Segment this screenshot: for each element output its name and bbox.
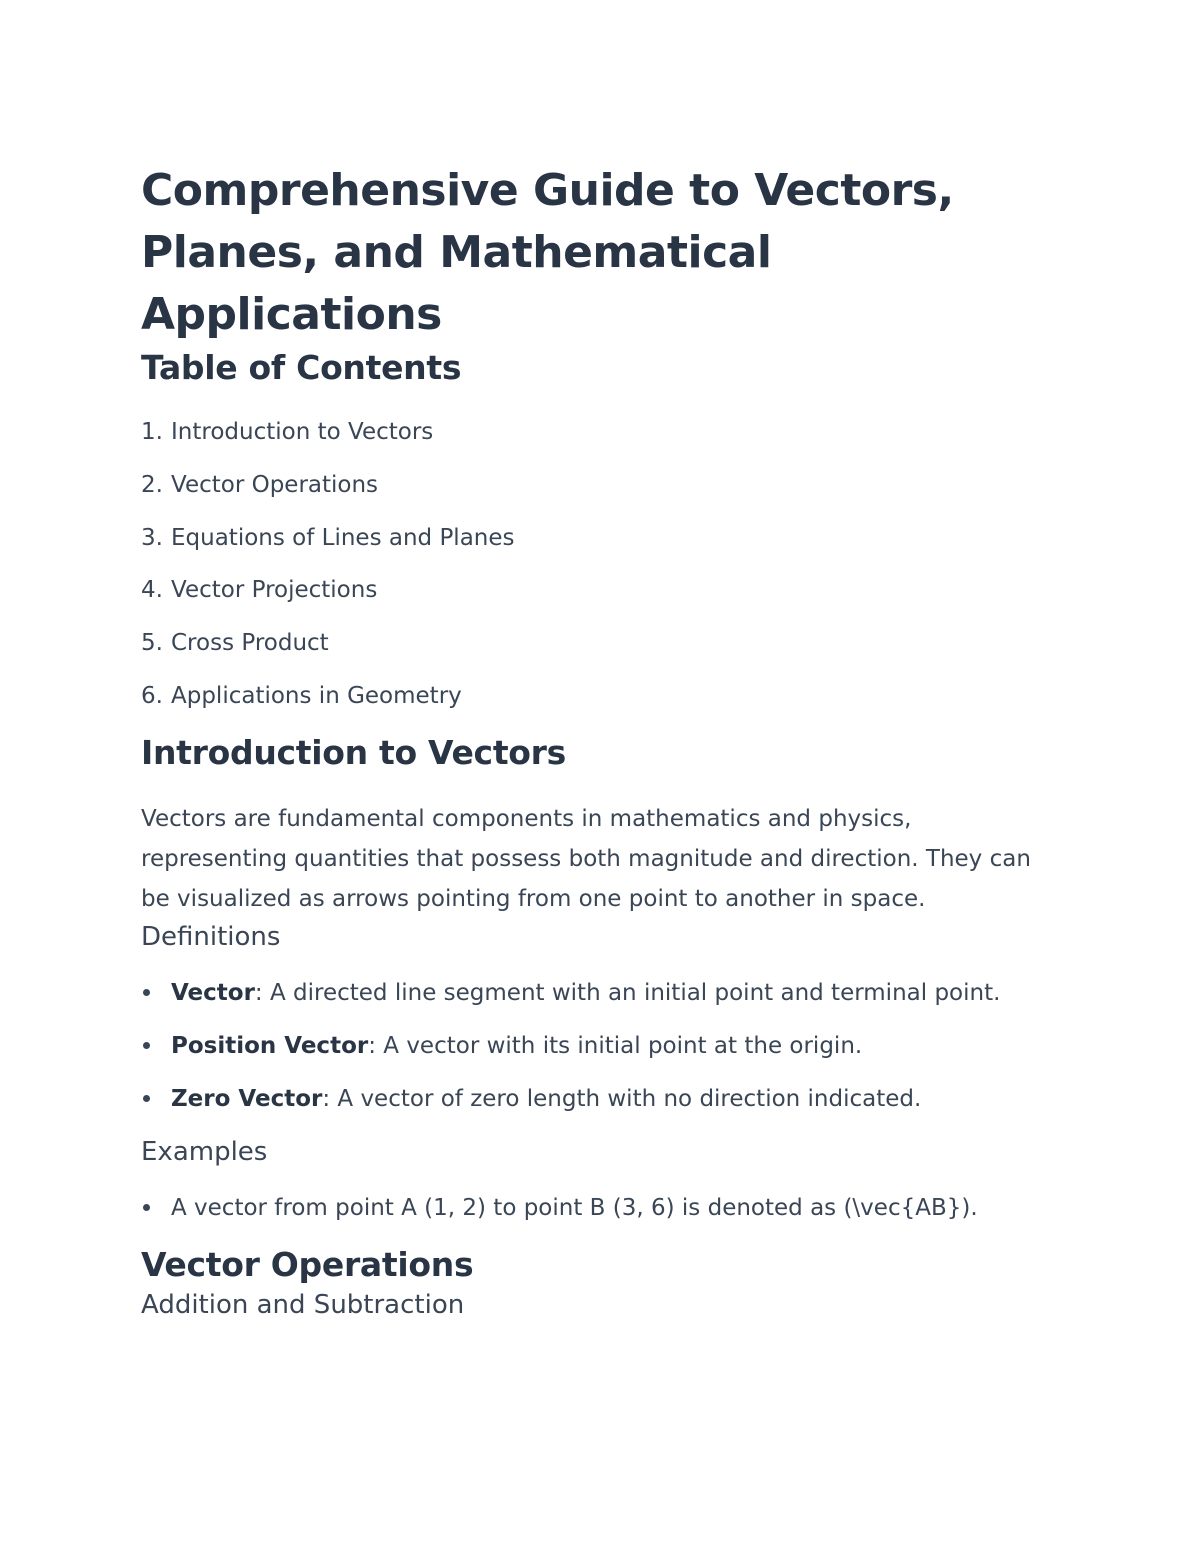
definition-item [141, 1028, 1061, 1064]
definition-text: : A vector of zero length with no direction indicated. [322, 1085, 922, 1112]
toc-item-label: Equations of Lines and Planes [171, 524, 515, 551]
title-line-1: Comprehensive Guide to Vectors, [141, 165, 954, 216]
table-of-contents [141, 414, 1061, 714]
definition-text: : A directed line segment with an initial point and terminal point. [254, 979, 1001, 1006]
definition-term: Zero Vector [171, 1085, 323, 1112]
toc-item-label: Vector Projections [171, 577, 378, 604]
toc-item: 6. Applications in Geometry [141, 682, 462, 709]
definitions-heading: Definitions [141, 921, 281, 952]
intro-paragraph: Vectors are fundamental components in mathematics and physics, representing quantities that possess both magnitude and direction. They can be visualized as arrows pointing from one point to another in space. [141, 805, 1031, 912]
toc-item: 3. Equations of Lines and Planes [141, 524, 515, 551]
toc-item: 1. Introduction to Vectors [141, 419, 434, 445]
title-line-2: Planes, and Mathematical Applications [141, 227, 772, 340]
definition-item [141, 975, 1061, 1011]
definitions-list [141, 975, 1061, 1117]
example-item: A vector from point A (1, 2) to point B (3, 6) is denoted as (\vec{AB}). [141, 1190, 1061, 1226]
toc-item: 2. Vector Operations [141, 471, 379, 498]
definition-term: Vector [171, 979, 255, 1006]
examples-heading: Examples [141, 1136, 268, 1167]
toc-item-label: Cross Product [171, 630, 329, 657]
operations-heading: Vector Operations [141, 1244, 474, 1284]
definition-text: : A vector with its initial point at the origin. [368, 1032, 863, 1059]
document-title [141, 160, 1061, 346]
document-page [141, 160, 1061, 1323]
toc-item: 4. Vector Projections [141, 577, 378, 604]
toc-item: 5. Cross Product [141, 630, 329, 657]
definition-item [141, 1081, 1061, 1117]
toc-item-label: Introduction to Vectors [171, 419, 434, 445]
toc-heading: Table of Contents [141, 348, 462, 387]
addition-subtraction-heading: Addition and Subtraction [141, 1289, 465, 1320]
intro-heading: Introduction to Vectors [141, 732, 566, 772]
examples-list [141, 1190, 1061, 1226]
toc-item-label: Applications in Geometry [171, 682, 462, 709]
toc-item-label: Vector Operations [171, 471, 379, 498]
definition-term: Position Vector [171, 1032, 369, 1059]
